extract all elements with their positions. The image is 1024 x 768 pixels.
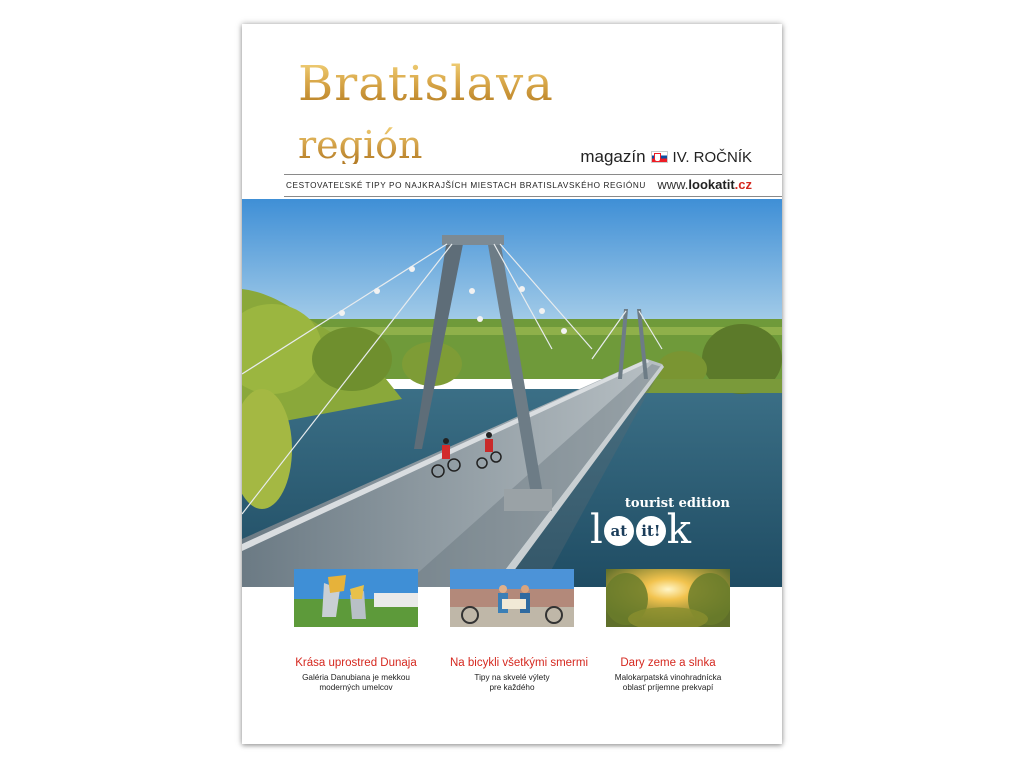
website-link[interactable] (657, 177, 752, 192)
website-name: lookatit (688, 177, 735, 192)
slovak-flag-icon (651, 151, 668, 163)
header-divider-top (284, 174, 782, 175)
feature-description: Galéria Danubiana je mekkou moderných umelcov (302, 673, 410, 693)
logo-edition: tourist edition (624, 496, 730, 511)
feature-vineyard[interactable] (606, 569, 730, 694)
cover-tagline: CESTOVATEĽSKÉ TIPY PO NAJKRAJŠÍCH MIESTACH BRATISLAVSKÉHO REGIÓNU (286, 181, 646, 190)
magazine-subtitle: región (298, 123, 423, 167)
website-prefix: www. (657, 177, 689, 192)
logo-letter-l: l (590, 507, 603, 553)
vineyard-sunset-photo (606, 569, 730, 627)
cyclists-map-photo (450, 569, 574, 627)
magazine-label: magazín (580, 147, 646, 166)
feature-cycling[interactable] (450, 569, 589, 694)
logo-disc-it: it! (636, 516, 666, 546)
header-divider-bottom (284, 196, 782, 197)
feature-danubiana[interactable] (294, 569, 418, 694)
feature-description: Tipy na skvelé výlety pre každého (474, 673, 550, 693)
feature-title: Dary zeme a slnka (620, 657, 716, 669)
logo-disc-at: at (604, 516, 634, 546)
logo-letter-k: k (666, 507, 692, 553)
issue-info (580, 147, 752, 167)
sculpture-gallery-photo (294, 569, 418, 627)
look-at-it-logo (590, 496, 730, 556)
website-tld: .cz (734, 177, 752, 192)
magazine-title: Bratislava (298, 56, 554, 112)
feature-title: Na bicykli všetkými smermi (450, 657, 589, 669)
feature-description: Malokarpatská vinohradnícka oblasť príjemne prekvapí (614, 673, 722, 693)
issue-label: IV. ROČNÍK (672, 148, 752, 166)
magazine-cover (242, 24, 782, 744)
feature-title: Krása uprostred Dunaja (295, 657, 417, 669)
